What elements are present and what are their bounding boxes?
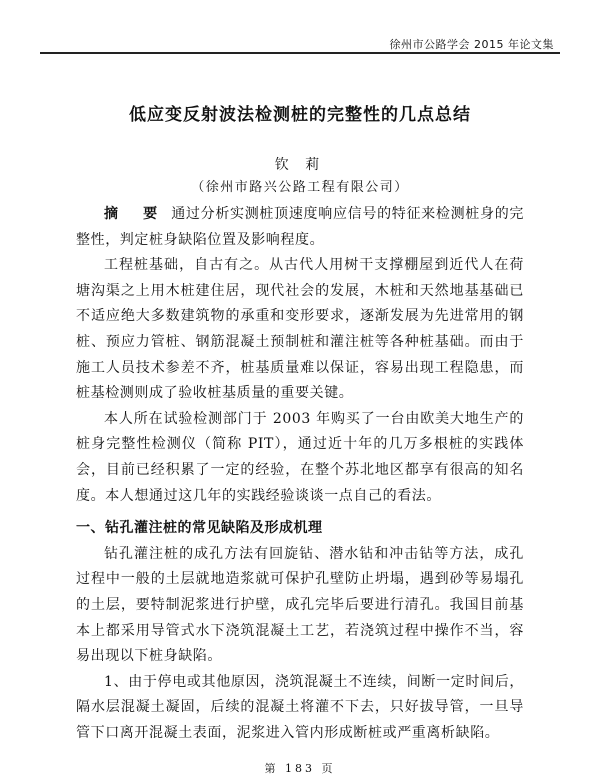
- article-title: 低应变反射波法检测桩的完整性的几点总结: [129, 105, 471, 125]
- section-heading: 一、钻孔灌注桩的常见缺陷及形成机理: [76, 520, 323, 537]
- experience-paragraph: 本人所在试验检测部门于 2003 年购买了一台由欧美大地生产的桩身完整性检测仪（简称 PIT），通过近十年的几万多根桩的实践体会，目前已经积累了一定的经验，在整个苏北地区都享有很高的知名度。本人想通过这几年的实践经验谈谈一点自己的看法。: [76, 410, 524, 504]
- running-header: [40, 36, 560, 54]
- abstract-paragraph: [76, 202, 524, 253]
- author-name: 钦 莉: [274, 157, 326, 173]
- defect-item-paragraph: 1、由于停电或其他原因，浇筑混凝土不连续，间断一定时间后，隔水层混凝土凝固，后续的混凝土将灌不下去，只好拔导管，一旦导管下口离开混凝土表面，泥浆进入管内形成断桩或严重离析缺陷。: [76, 673, 524, 741]
- intro-paragraph: 工程桩基础，自古有之。从古代人用树干支撑棚屋到近代人在荷塘沟渠之上用木桩建住居，现代社会的发展，木桩和天然地基基础已不适应绝大多数建筑物的承重和变形要求，逐渐发展为先进常用的钢桩、预应力管桩、钢筋混凝土预制桩和灌注桩等各种桩基础。而由于施工人员技术参差不齐，桩基质量难以保证，容易出现工程隐患，而桩基检测则成了验收桩基质量的重要关键。: [76, 257, 524, 402]
- author-affiliation: （徐州市路兴公路工程有限公司）: [191, 180, 409, 195]
- section-paragraph: 钻孔灌注桩的成孔方法有回旋钻、潜水钻和冲击钻等方法，成孔过程中一般的土层就地造浆就可保护孔壁防止坍塌，遇到砂等易塌孔的土层，要特制泥浆进行护壁，成孔完毕后要进行清孔。我国目前基本上都采用导管式水下浇筑混凝土工艺，若浇筑过程中操作不当，容易出现以下桩身缺陷。: [76, 545, 524, 665]
- journal-name: 徐州市公路学会 2015 年论文集: [389, 38, 554, 51]
- abstract-label: 摘 要: [104, 206, 168, 222]
- article-body: [76, 202, 524, 746]
- abstract-text: 通过分析实测桩顶速度响应信号的特征来检测桩身的完整性，判定桩身缺陷位置及影响程度。: [76, 206, 525, 248]
- page-number: 第 183 页: [264, 762, 336, 775]
